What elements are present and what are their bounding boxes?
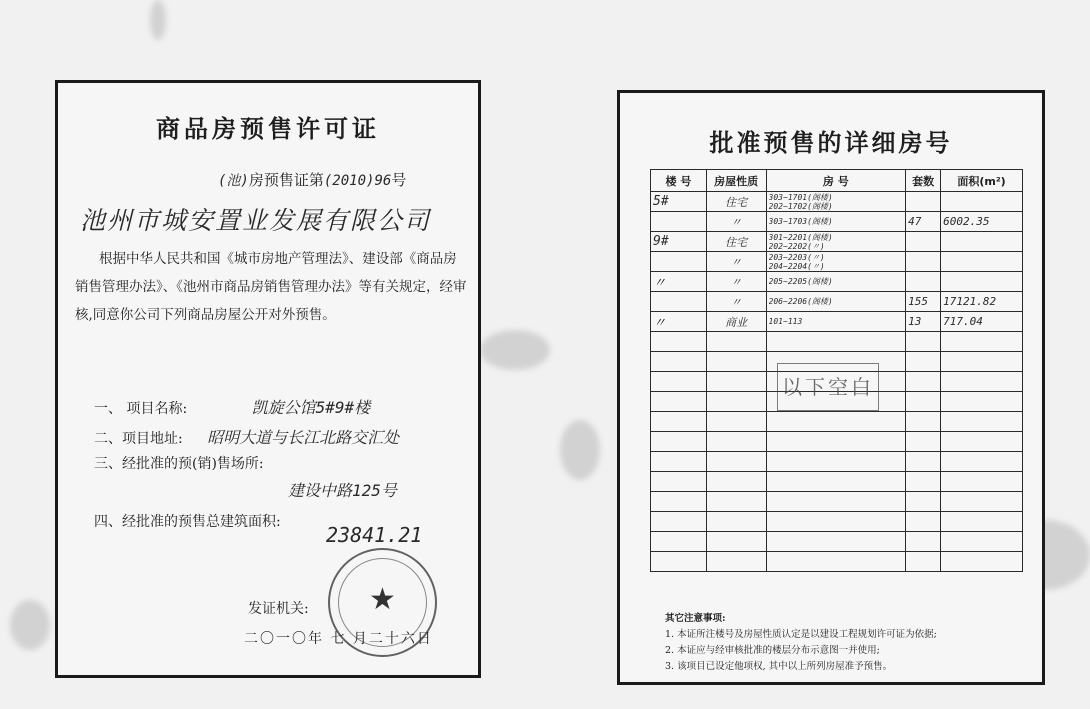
cell-type: 住宅 bbox=[706, 192, 766, 212]
room-range: 202~2202(〃) bbox=[768, 241, 825, 251]
empty-row bbox=[651, 532, 1023, 552]
empty-cell bbox=[906, 392, 941, 412]
cell-rooms bbox=[766, 232, 906, 252]
cell-building bbox=[651, 252, 707, 272]
empty-cell bbox=[766, 532, 906, 552]
sales-location-value: 建设中路125号 bbox=[288, 481, 397, 500]
room-range: 206~2206(阁楼) bbox=[768, 297, 833, 306]
empty-cell bbox=[706, 332, 766, 352]
cell-rooms bbox=[766, 252, 906, 272]
empty-cell bbox=[906, 432, 941, 452]
empty-cell bbox=[906, 352, 941, 372]
header-building: 楼 号 bbox=[651, 170, 707, 192]
table-row bbox=[651, 252, 1023, 272]
empty-cell bbox=[651, 532, 707, 552]
room-range: 202~1702(阁楼) bbox=[768, 201, 833, 211]
cell-building: 〃 bbox=[651, 312, 707, 332]
cert-suffix: 号 bbox=[391, 171, 407, 189]
cell-count bbox=[906, 252, 941, 272]
cell-area bbox=[941, 272, 1023, 292]
cell-rooms bbox=[766, 272, 906, 292]
empty-cell bbox=[766, 452, 906, 472]
scan-smudge bbox=[560, 420, 600, 480]
empty-row bbox=[651, 492, 1023, 512]
cell-type: 商业 bbox=[706, 312, 766, 332]
empty-cell bbox=[651, 552, 707, 572]
company-name: 池州市城安置业发展有限公司 bbox=[80, 206, 432, 235]
total-area-row bbox=[94, 511, 281, 531]
project-name-label: 一、 项目名称: bbox=[94, 401, 188, 417]
empty-cell bbox=[941, 352, 1023, 372]
empty-cell bbox=[651, 472, 707, 492]
note-item: 1. 本证所注楼号及房屋性质认定是以建设工程规划许可证为依据; bbox=[665, 629, 937, 640]
empty-row bbox=[651, 332, 1023, 352]
cell-count bbox=[906, 192, 941, 212]
empty-row bbox=[651, 472, 1023, 492]
cell-count bbox=[906, 232, 941, 252]
empty-row bbox=[651, 412, 1023, 432]
room-range: 205~2205(阁楼) bbox=[768, 277, 833, 286]
header-room: 房 号 bbox=[766, 170, 906, 192]
cell-count: 47 bbox=[906, 212, 941, 232]
cell-type: 〃 bbox=[706, 252, 766, 272]
room-range: 301~2201(阁楼) bbox=[768, 232, 833, 242]
empty-cell bbox=[706, 352, 766, 372]
empty-cell bbox=[651, 352, 707, 372]
empty-cell bbox=[651, 512, 707, 532]
cell-type: 〃 bbox=[706, 212, 766, 232]
certificate-body: 根据中华人民共和国《城市房地产管理法》、建设部《商品房销售管理办法》、《池州市商品房销售管理办法》等有关规定，经审核,同意你公司下列商品房屋公开对外预售。 bbox=[75, 251, 467, 323]
table-row bbox=[651, 312, 1023, 332]
empty-cell bbox=[906, 332, 941, 352]
seal-star-icon: ★ bbox=[369, 582, 396, 617]
total-area-label: 四、经批准的预售总建筑面积: bbox=[94, 514, 281, 530]
cell-area bbox=[941, 252, 1023, 272]
notes-title: 其它注意事项: bbox=[665, 613, 726, 624]
header-type: 房屋性质 bbox=[706, 170, 766, 192]
project-address-value: 昭明大道与长江北路交汇处 bbox=[207, 428, 400, 447]
project-address-label: 二、项目地址: bbox=[94, 431, 183, 447]
empty-cell bbox=[906, 532, 941, 552]
cell-building bbox=[651, 292, 707, 312]
table-row bbox=[651, 292, 1023, 312]
empty-cell bbox=[941, 432, 1023, 452]
empty-cell bbox=[906, 372, 941, 392]
cell-count bbox=[906, 272, 941, 292]
table-row bbox=[651, 212, 1023, 232]
empty-cell bbox=[706, 532, 766, 552]
empty-cell bbox=[706, 512, 766, 532]
issuing-authority-label: 发证机关: bbox=[248, 601, 309, 617]
empty-cell bbox=[706, 492, 766, 512]
scan-smudge bbox=[10, 600, 50, 650]
empty-cell bbox=[766, 432, 906, 452]
cell-count: 13 bbox=[906, 312, 941, 332]
cell-building: 〃 bbox=[651, 272, 707, 292]
empty-cell bbox=[651, 492, 707, 512]
empty-cell bbox=[651, 432, 707, 452]
cell-area bbox=[941, 192, 1023, 212]
empty-cell bbox=[941, 552, 1023, 572]
blank-below-stamp: 以下空白 bbox=[777, 363, 879, 411]
empty-cell bbox=[651, 372, 707, 392]
empty-cell bbox=[651, 392, 707, 412]
cell-rooms bbox=[766, 312, 906, 332]
empty-cell bbox=[706, 372, 766, 392]
cert-prefix: (池) bbox=[218, 173, 249, 189]
project-address-row bbox=[94, 425, 399, 448]
issue-date: 二〇一〇年 七 月二十六日 bbox=[244, 631, 433, 647]
note-item: 2. 本证应与经审核批准的楼层分布示意图一并使用; bbox=[665, 645, 880, 656]
cert-number: (2010)96 bbox=[323, 173, 392, 189]
empty-cell bbox=[766, 492, 906, 512]
table-row bbox=[651, 232, 1023, 252]
empty-cell bbox=[941, 452, 1023, 472]
empty-cell bbox=[766, 472, 906, 492]
empty-cell bbox=[766, 512, 906, 532]
sales-location-label: 三、经批准的预(销)售场所: bbox=[94, 456, 264, 472]
cell-area: 6002.35 bbox=[941, 212, 1023, 232]
empty-cell bbox=[706, 392, 766, 412]
scan-smudge bbox=[150, 0, 166, 40]
empty-cell bbox=[651, 452, 707, 472]
empty-cell bbox=[706, 452, 766, 472]
sheet-title: 批准预售的详细房号 bbox=[709, 129, 953, 157]
empty-cell bbox=[706, 472, 766, 492]
cell-rooms bbox=[766, 192, 906, 212]
cell-type: 〃 bbox=[706, 272, 766, 292]
header-count: 套数 bbox=[906, 170, 941, 192]
empty-cell bbox=[706, 552, 766, 572]
cell-building: 9# bbox=[651, 232, 707, 252]
presale-permit-certificate bbox=[55, 80, 481, 678]
empty-cell bbox=[906, 472, 941, 492]
cell-area: 17121.82 bbox=[941, 292, 1023, 312]
cell-building: 5# bbox=[651, 192, 707, 212]
project-name-value: 凯旋公馆5#9#楼 bbox=[251, 398, 371, 417]
empty-cell bbox=[941, 332, 1023, 352]
empty-cell bbox=[906, 452, 941, 472]
certificate-number bbox=[218, 169, 406, 190]
empty-cell bbox=[706, 432, 766, 452]
table-header-row bbox=[651, 170, 1023, 192]
cell-area: 717.04 bbox=[941, 312, 1023, 332]
empty-cell bbox=[651, 332, 707, 352]
empty-cell bbox=[941, 472, 1023, 492]
table-row bbox=[651, 192, 1023, 212]
certificate-title: 商品房预售许可证 bbox=[156, 115, 380, 143]
cell-count: 155 bbox=[906, 292, 941, 312]
empty-row bbox=[651, 432, 1023, 452]
empty-cell bbox=[906, 552, 941, 572]
cell-area bbox=[941, 232, 1023, 252]
cell-rooms bbox=[766, 212, 906, 232]
room-range: 203~2203(〃) bbox=[768, 252, 825, 262]
cell-rooms bbox=[766, 292, 906, 312]
total-area-value: 23841.21 bbox=[326, 523, 423, 547]
project-name-row bbox=[94, 395, 370, 418]
empty-cell bbox=[941, 372, 1023, 392]
cert-mid: 房预售证第 bbox=[248, 171, 324, 189]
empty-cell bbox=[651, 412, 707, 432]
empty-cell bbox=[766, 332, 906, 352]
empty-cell bbox=[906, 412, 941, 432]
empty-cell bbox=[941, 532, 1023, 552]
cell-type: 〃 bbox=[706, 292, 766, 312]
cell-type: 住宅 bbox=[706, 232, 766, 252]
empty-cell bbox=[941, 512, 1023, 532]
note-item: 3. 该项目已设定他项权, 其中以上所列房屋准予预售。 bbox=[665, 661, 893, 672]
room-range: 303~1703(阁楼) bbox=[768, 217, 833, 226]
header-area: 面积(m²) bbox=[941, 170, 1023, 192]
sales-location-row bbox=[94, 453, 264, 473]
room-range: 101~113 bbox=[768, 317, 803, 326]
notes-section bbox=[665, 611, 1035, 675]
empty-row bbox=[651, 512, 1023, 532]
cell-building bbox=[651, 212, 707, 232]
scan-smudge bbox=[480, 330, 550, 370]
empty-cell bbox=[766, 412, 906, 432]
empty-cell bbox=[941, 392, 1023, 412]
approved-units-sheet bbox=[617, 90, 1045, 685]
empty-cell bbox=[941, 492, 1023, 512]
empty-row bbox=[651, 452, 1023, 472]
empty-cell bbox=[941, 412, 1023, 432]
empty-row bbox=[651, 552, 1023, 572]
room-range: 204~2204(〃) bbox=[768, 261, 825, 271]
empty-cell bbox=[906, 512, 941, 532]
empty-cell bbox=[906, 492, 941, 512]
empty-cell bbox=[766, 552, 906, 572]
empty-cell bbox=[706, 412, 766, 432]
table-row bbox=[651, 272, 1023, 292]
room-range: 303~1701(阁楼) bbox=[768, 192, 833, 202]
